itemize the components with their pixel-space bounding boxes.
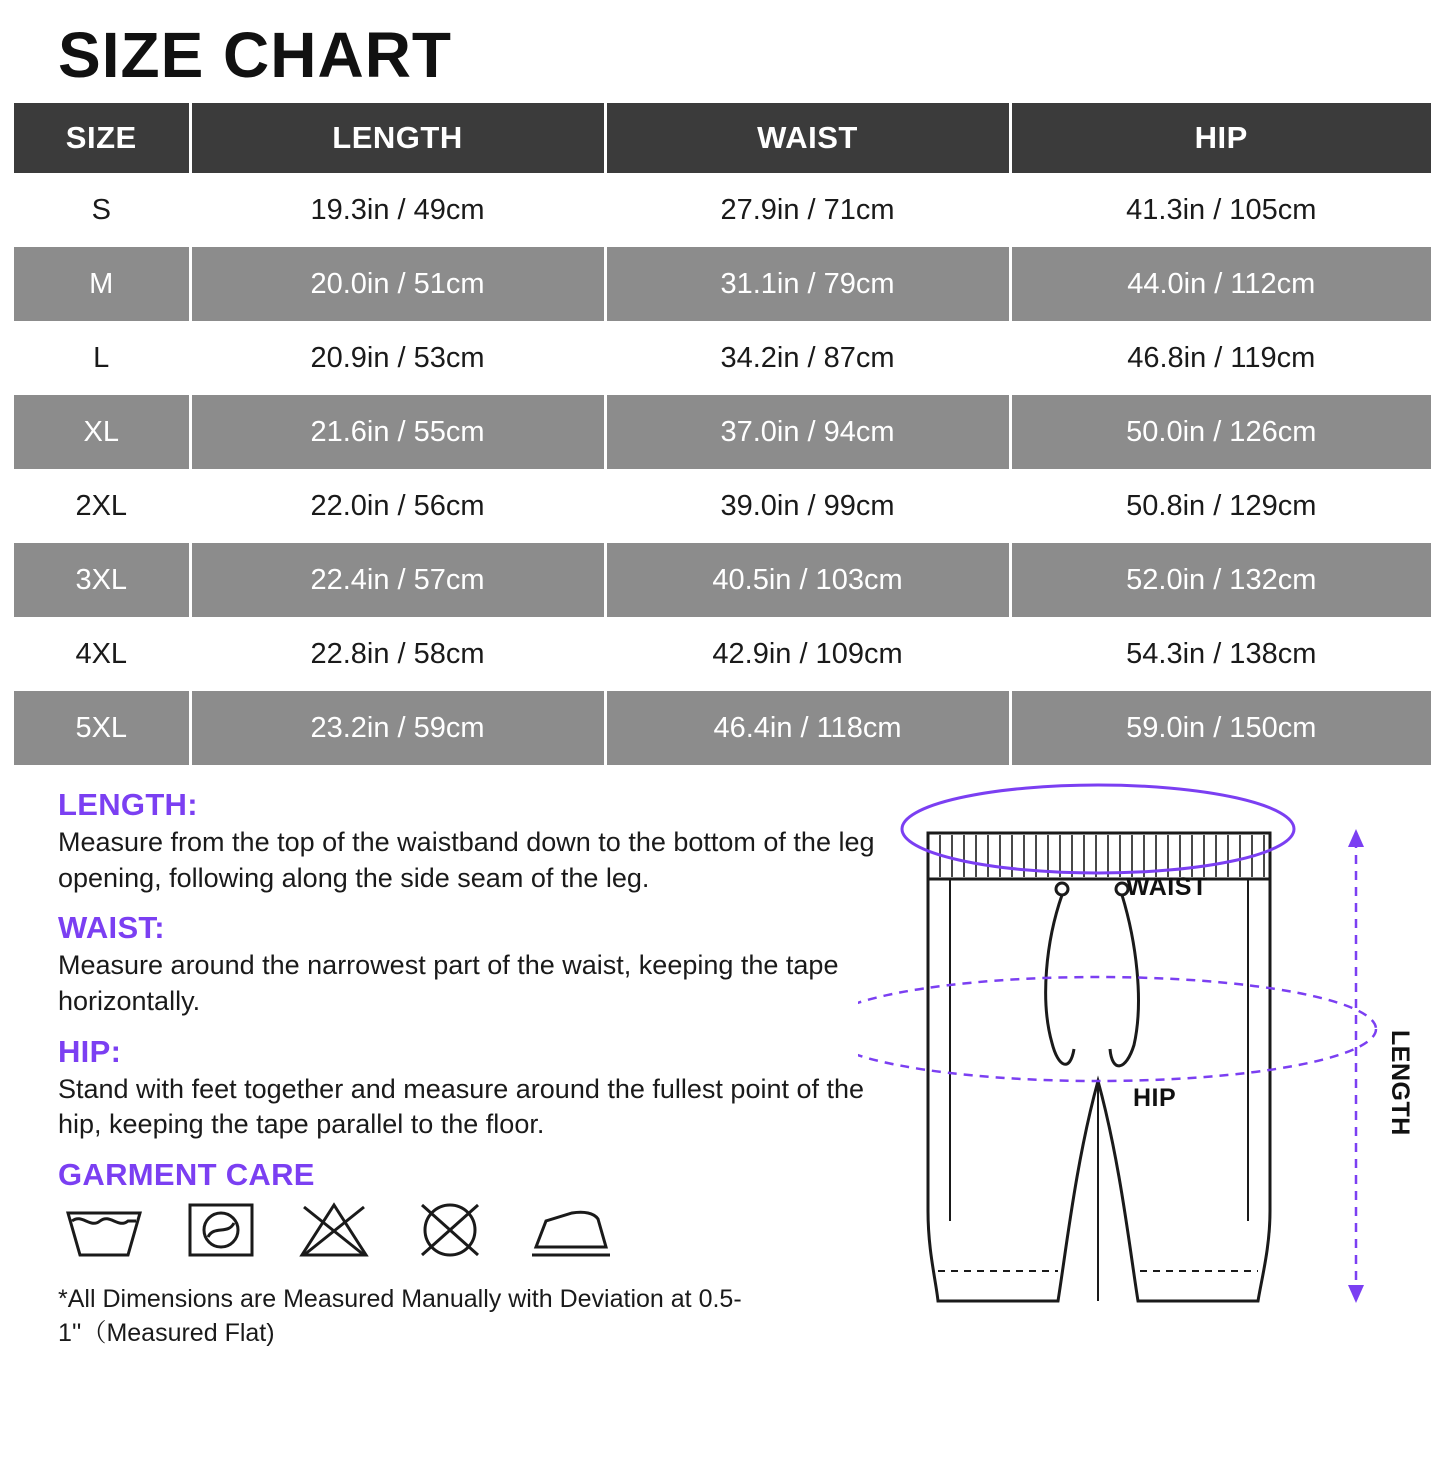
cell-hip: 52.0in / 132cm [1010,543,1431,617]
cell-size: 2XL [14,469,190,543]
cell-hip: 50.0in / 126cm [1010,395,1431,469]
size-chart-table [14,103,1431,765]
cell-length: 22.0in / 56cm [190,469,605,543]
cell-waist: 31.1in / 79cm [605,247,1010,321]
table-row [14,247,1431,321]
measurement-instructions [14,787,894,1350]
cell-length: 21.6in / 55cm [190,395,605,469]
cell-hip: 44.0in / 112cm [1010,247,1431,321]
instruction-heading-length: LENGTH: [58,787,198,823]
cell-waist: 37.0in / 94cm [605,395,1010,469]
table-row [14,543,1431,617]
cell-size: 5XL [14,691,190,765]
instruction-length [58,787,894,896]
page-title: SIZE CHART [58,19,452,91]
do-not-bleach-icon [296,1199,372,1261]
cell-length: 19.3in / 49cm [190,173,605,247]
cell-size: S [14,173,190,247]
cell-length: 20.9in / 53cm [190,321,605,395]
cell-size: 3XL [14,543,190,617]
size-chart-page [0,19,1445,1467]
do-not-dry-clean-icon [412,1199,488,1261]
waist-label: WAIST [1126,873,1208,902]
cell-waist: 34.2in / 87cm [605,321,1010,395]
cell-hip: 46.8in / 119cm [1010,321,1431,395]
cell-waist: 40.5in / 103cm [605,543,1010,617]
cell-hip: 54.3in / 138cm [1010,617,1431,691]
table-row [14,321,1431,395]
cell-hip: 59.0in / 150cm [1010,691,1431,765]
cell-size: L [14,321,190,395]
garment-care-heading: GARMENT CARE [58,1156,315,1192]
table-header-row [14,103,1431,173]
shorts-illustration [858,781,1445,1346]
garment-care-icons [62,1199,894,1261]
table-row [14,617,1431,691]
cell-size: XL [14,395,190,469]
footnote: *All Dimensions are Measured Manually with Deviation at 0.5-1''（Measured Flat) [58,1284,742,1347]
instruction-body-length: Measure from the top of the waistband down to the bottom of the leg opening, following along the side seam of the leg. [58,827,875,893]
cell-length: 20.0in / 51cm [190,247,605,321]
cell-length: 22.8in / 58cm [190,617,605,691]
cell-size: M [14,247,190,321]
cell-length: 22.4in / 57cm [190,543,605,617]
length-label: LENGTH [1386,1030,1414,1136]
column-header-length: LENGTH [190,103,605,173]
garment-diagram [898,787,1418,1350]
cell-waist: 42.9in / 109cm [605,617,1010,691]
instruction-heading-waist: WAIST: [58,910,165,946]
instruction-hip [58,1034,894,1143]
instruction-body-hip: Stand with feet together and measure around the fullest point of the hip, keeping the tape parallel to the floor. [58,1073,865,1140]
hand-wash-icon [62,1199,146,1261]
table-row [14,691,1431,765]
column-header-hip: HIP [1010,103,1431,173]
cell-waist: 27.9in / 71cm [605,173,1010,247]
tumble-dry-icon [186,1199,256,1261]
cell-size: 4XL [14,617,190,691]
cell-hip: 50.8in / 129cm [1010,469,1431,543]
cell-waist: 39.0in / 99cm [605,469,1010,543]
instruction-waist [58,910,894,1019]
column-header-size: SIZE [14,103,190,173]
lower-section [14,787,1431,1350]
iron-low-icon [528,1199,614,1261]
table-row [14,395,1431,469]
cell-length: 23.2in / 59cm [190,691,605,765]
cell-hip: 41.3in / 105cm [1010,173,1431,247]
table-row [14,469,1431,543]
instruction-body-waist: Measure around the narrowest part of the waist, keeping the tape horizontally. [58,950,839,1017]
instruction-heading-hip: HIP: [58,1033,122,1069]
table-row [14,173,1431,247]
hip-label: HIP [1133,1084,1177,1113]
column-header-waist: WAIST [605,103,1010,173]
cell-waist: 46.4in / 118cm [605,691,1010,765]
